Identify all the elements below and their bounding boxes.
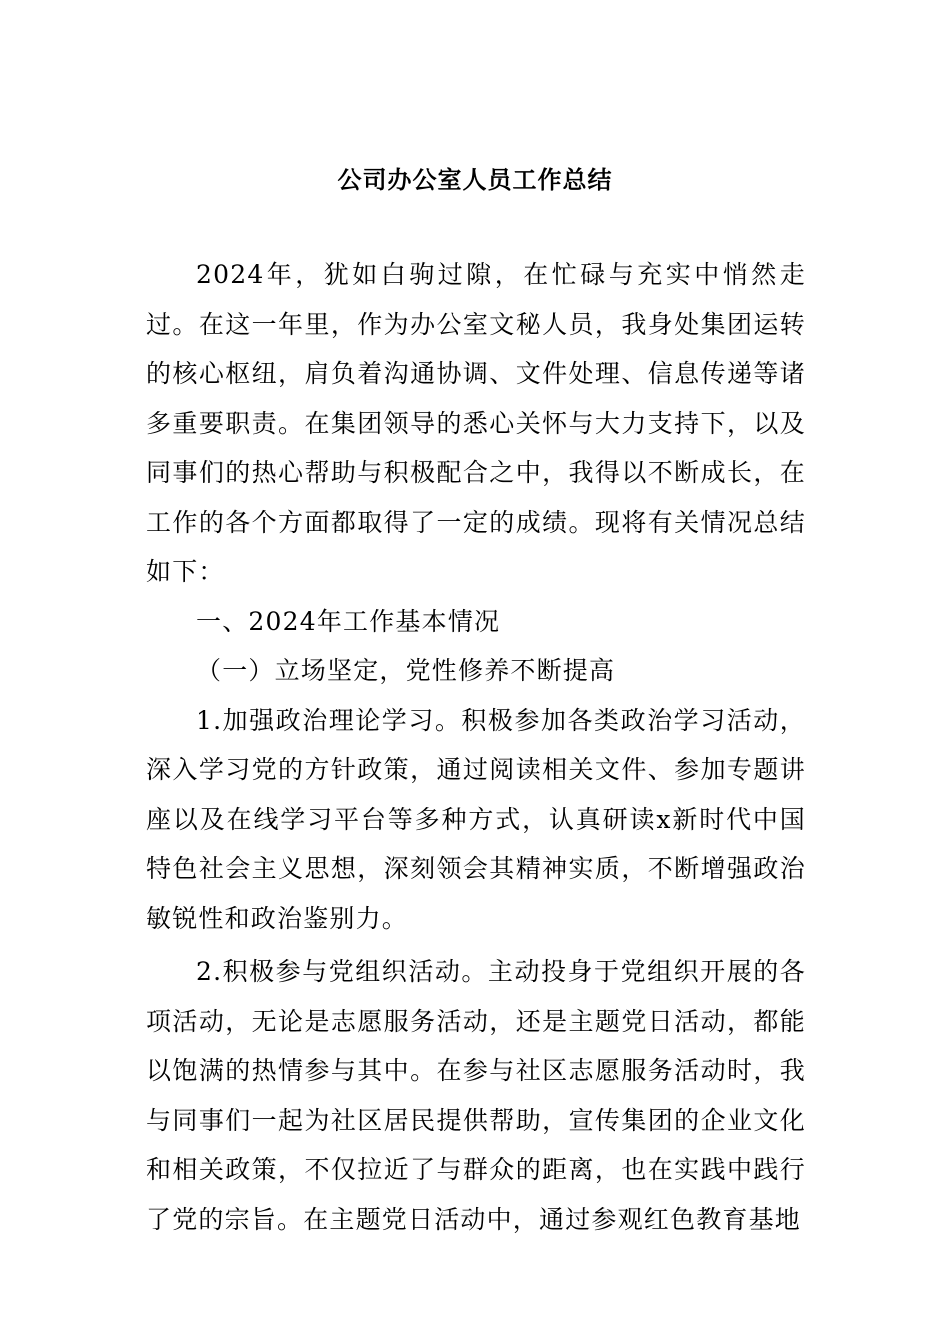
paragraph-item-1: 1.加强政治理论学习。积极参加各类政治学习活动，深入学习党的方针政策，通过阅读相关文件、参加专题讲座以及在线学习平台等多种方式，认真研读x新时代中国特色社会主义思想，深刻领会其精神实质，不断增强政治敏锐性和政治鉴别力。 — [146, 705, 806, 933]
document-title: 公司办公室人员工作总结 — [337, 165, 613, 194]
paragraph-item-2: 2.积极参与党组织活动。主动投身于党组织开展的各项活动，无论是志愿服务活动，还是主题党日活动，都能以饱满的热情参与其中。在参与社区志愿服务活动时，我与同事们一起为社区居民提供帮助，宣传集团的企业文化和相关政策，不仅拉近了与群众的距离，也在实践中践行了党的宗旨。在主题党日活动中，通过参观红色教育基地 — [146, 957, 806, 1234]
section-heading-1: 一、2024年工作基本情况 — [196, 606, 501, 636]
subsection-heading-1: （一）立场坚定，党性修养不断提高 — [196, 656, 616, 685]
document-body — [146, 250, 806, 1244]
paragraph-intro: 2024年，犹如白驹过隙，在忙碌与充实中悄然走过。在这一年里，作为办公室文秘人员，我身处集团运转的核心枢纽，肩负着沟通协调、文件处理、信息传递等诸多重要职责。在集团领导的悉心关怀与大力支持下，以及同事们的热心帮助与积极配合之中，我得以不断成长，在工作的各个方面都取得了一定的成绩。现将有关情况总结如下： — [146, 260, 806, 586]
